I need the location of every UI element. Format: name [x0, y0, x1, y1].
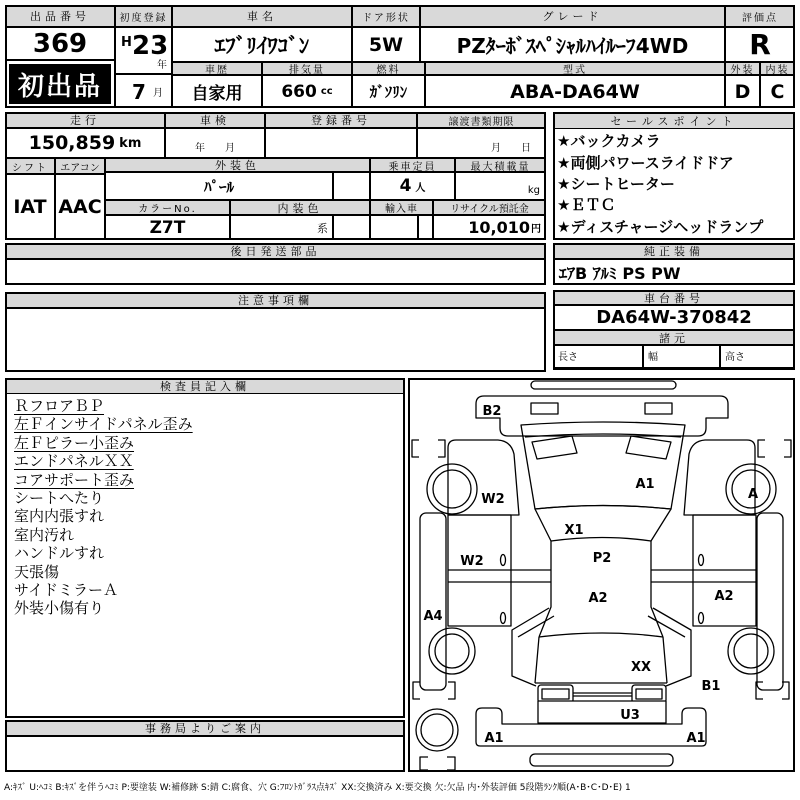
- inspection-value: 年 月: [165, 128, 265, 158]
- front-left-wheel-inner: [433, 470, 471, 508]
- height-cell: 高さ: [720, 345, 795, 368]
- rear-left-wheel-inner: [435, 634, 469, 668]
- diagram-label-u3: U3: [620, 708, 640, 723]
- diagram-label-a1-rear-right: A1: [686, 731, 706, 746]
- diagram-label-b2: B2: [482, 404, 502, 419]
- registration-number-header: 登録番号: [265, 112, 417, 128]
- exterior-color-value: ﾊﾟｰﾙ: [105, 172, 333, 200]
- mileage-header: 走行: [5, 112, 165, 128]
- inspector-note: ＲフロアＢＰ: [14, 397, 105, 415]
- rear-right-wheel: [728, 628, 774, 674]
- fuel-value: ｶﾞｿﾘﾝ: [352, 75, 425, 108]
- right-quarter-panel-shape: [648, 608, 691, 686]
- dimensions-header: 諸元: [553, 330, 795, 345]
- diagram-label-w2-fender: W2: [481, 492, 505, 507]
- shift-value: IAT: [5, 174, 55, 240]
- first-listing-badge: 初出品: [9, 64, 111, 104]
- first-registration-header: 初度登録: [115, 5, 172, 27]
- notes-header: 注意事項欄: [5, 292, 546, 308]
- diagram-label-a4: A4: [423, 609, 443, 624]
- car-history-header: 車歴: [172, 62, 262, 75]
- spare-tire: [416, 709, 458, 751]
- displacement-value: [262, 75, 352, 108]
- exterior-grade-value: D: [725, 75, 760, 108]
- displacement-unit: cc: [320, 86, 333, 97]
- model-code-header: 型式: [425, 62, 725, 75]
- diagram-label-a2-right: A2: [714, 589, 734, 604]
- recycle-fee-value: [433, 215, 546, 240]
- sales-point-item: ★両側パワースライドドア: [557, 153, 734, 172]
- year-unit: 年: [157, 60, 167, 71]
- interior-grade-value: C: [760, 75, 795, 108]
- diagram-label-w2-door: W2: [460, 554, 484, 569]
- inspector-note: 室内汚れ: [14, 525, 75, 544]
- aircon-value: AAC: [55, 174, 105, 240]
- shift-header: シフト: [5, 158, 55, 174]
- exterior-color-header: 外装色: [105, 158, 370, 172]
- side-molding-lines: [448, 570, 756, 582]
- right-wiper-shape: [626, 436, 671, 459]
- left-headlight-shape: [531, 403, 558, 414]
- cowl-shape: [535, 506, 671, 542]
- diagram-label-a1-windshield: A1: [635, 477, 655, 492]
- sales-point-item: ★ディスチャージヘッドランプ: [557, 217, 764, 236]
- diagram-label-b1: B1: [701, 679, 721, 694]
- right-taillight-shape: [632, 685, 666, 703]
- right-headlight-shape: [645, 403, 672, 414]
- length-cell: 長さ: [553, 345, 643, 368]
- vehicle-diagram: [408, 378, 795, 772]
- capacity-number: 4: [399, 176, 412, 196]
- displacement-number: 660: [281, 81, 317, 102]
- import-value-cell-2: [418, 215, 433, 240]
- damage-code-legend: A:ｷｽﾞ U:ﾍｺﾐ B:ｷｽﾞを伴うﾍｺﾐ P:要塗装 W:補修跡 S:錆 C:腐食、穴 G:ﾌﾛﾝﾄｶﾞﾗｽ点ｷｽﾞ XX:交換済み X:要交換 欠:欠品 内･外装評価 5段階ﾗﾝｸ順(A･B･C･D･E) 1: [4, 783, 631, 793]
- office-notice-header: 事務局よりご案内: [5, 720, 405, 736]
- import-header: 輸入車: [370, 200, 433, 215]
- sales-point-item: ★シートヒーター: [557, 174, 675, 193]
- damage-labels: [423, 404, 758, 746]
- rear-lower-bar-shape: [530, 754, 673, 766]
- first-registration-year-cell: [115, 27, 172, 74]
- aircon-header: エアコン: [55, 158, 105, 174]
- interior-grade-header: 内装: [760, 62, 795, 75]
- capacity-value: [370, 172, 455, 200]
- left-taillight-shape: [538, 685, 573, 703]
- rear-bracket-marks: [420, 757, 455, 770]
- exterior-grade-header: 外装: [725, 62, 760, 75]
- inspector-note: 左Ｆインサイドパネル歪み: [14, 415, 193, 434]
- inspection-header: 車検: [165, 112, 265, 128]
- grade-value: PZﾀｰﾎﾞｽﾍﾟｼｬﾙﾊｲﾙｰﾌ4WD: [420, 27, 725, 62]
- chassis-number-header: 車台番号: [553, 290, 795, 305]
- diagram-label-p2: P2: [592, 551, 612, 566]
- diagram-label-a2-center: A2: [588, 591, 608, 606]
- inspector-note: シートへたり: [14, 489, 105, 508]
- front-bumper-shape: [531, 381, 676, 389]
- oem-equipment-header: 純正装備: [553, 243, 795, 259]
- inspector-note: サイドミラーＡ: [14, 581, 118, 600]
- inspector-note: 天張傷: [14, 562, 60, 581]
- left-quarter-panel-shape: [512, 608, 554, 686]
- office-notice-value: [5, 736, 405, 772]
- right-door-handle: [699, 555, 704, 566]
- car-outline: [412, 381, 791, 770]
- car-history-value: 自家用: [172, 75, 262, 108]
- recycle-fee-header: リサイクル預託金: [433, 200, 546, 215]
- mileage-value: [5, 128, 165, 158]
- era-prefix: H: [121, 35, 132, 50]
- inspector-note: ハンドルすれ: [14, 544, 105, 563]
- right-rear-door-handle: [699, 613, 704, 624]
- grade-header: グレード: [420, 5, 725, 27]
- color-no-value: Z7T: [105, 215, 230, 240]
- notes-value: [5, 308, 546, 372]
- lot-number-value: 369: [5, 27, 115, 60]
- month-unit: 月: [153, 88, 163, 99]
- exterior-color-extra-cell: [333, 172, 370, 200]
- capacity-header: 乗車定員: [370, 158, 455, 172]
- inspector-notes-header: 検査員記入欄: [5, 378, 405, 394]
- recycle-fee-number: 10,010: [468, 218, 530, 237]
- inspector-notes-list: [5, 394, 405, 718]
- inspector-note: エンドパネルＸＸ: [14, 452, 134, 471]
- first-listing-cell: [5, 60, 115, 108]
- left-taillight-inner: [542, 689, 569, 699]
- left-rear-door-handle: [501, 613, 506, 624]
- rear-beam-lines: [573, 693, 632, 696]
- sales-points-header: セールスポイント: [553, 112, 795, 129]
- inspector-note: 外装小傷有り: [14, 599, 105, 618]
- model-code-value: ABA-DA64W: [425, 75, 725, 108]
- diagram-label-x1: X1: [564, 523, 584, 538]
- rear-left-wheel: [429, 628, 475, 674]
- registration-number-value: [265, 128, 417, 158]
- transfer-docs-header: 譲渡書類期限: [417, 112, 546, 128]
- front-left-wheel: [427, 464, 477, 514]
- chassis-number-value: DA64W-370842: [553, 305, 795, 330]
- max-load-value: kg: [455, 172, 546, 200]
- mileage-number: 150,859: [28, 132, 116, 154]
- rear-window-top-line: [539, 633, 663, 637]
- score-header: 評価点: [725, 5, 795, 27]
- door-shape-header: ドア形状: [352, 5, 420, 27]
- interior-color-extra-cell: [333, 215, 370, 240]
- import-value-cell-1: [370, 215, 418, 240]
- left-door-handle: [501, 555, 506, 566]
- capacity-unit: 人: [415, 182, 426, 194]
- inspector-note: コアサポート歪み: [14, 470, 135, 489]
- max-load-header: 最大積載量: [455, 158, 546, 172]
- car-name-value: ｴﾌﾞﾘｲﾜｺﾞﾝ: [172, 27, 352, 62]
- later-parts-header: 後日発送部品: [5, 243, 546, 259]
- front-bracket-marks: [412, 440, 791, 457]
- first-registration-month-cell: [115, 74, 172, 108]
- reg-month: 7: [132, 80, 146, 104]
- lot-number-header: 出品番号: [5, 5, 115, 27]
- diagram-label-a1-rear-left: A1: [484, 731, 504, 746]
- sales-points-list: [553, 129, 795, 240]
- diagram-label-a-wheel: A: [747, 487, 759, 502]
- interior-color-header: 内装色: [230, 200, 370, 215]
- displacement-header: 排気量: [262, 62, 352, 75]
- car-name-header: 車名: [172, 5, 352, 27]
- front-panel-shape: [476, 396, 728, 436]
- oem-equipment-value: ｴｱB ｱﾙﾐ PS PW: [553, 259, 795, 285]
- later-parts-value: [5, 259, 546, 285]
- right-taillight-inner: [636, 689, 662, 699]
- transfer-docs-value: 月 日: [417, 128, 546, 158]
- diagram-label-xx: XX: [630, 660, 652, 675]
- inspector-note: 左Ｆピラー小歪み: [14, 433, 135, 452]
- sales-point-item: ★バックカメラ: [557, 132, 661, 151]
- recycle-fee-unit: 円: [531, 224, 541, 235]
- mileage-unit: km: [119, 135, 142, 151]
- spare-tire-inner: [421, 714, 453, 746]
- width-cell: 幅: [643, 345, 720, 368]
- fuel-header: 燃料: [352, 62, 425, 75]
- color-no-header: カラーNo.: [105, 200, 230, 215]
- sales-point-item: ★ＥＴＣ: [557, 196, 616, 215]
- score-value: R: [725, 27, 795, 62]
- interior-color-value: 系: [230, 215, 333, 240]
- door-shape-value: 5W: [352, 27, 420, 62]
- era-year: 23: [132, 31, 169, 61]
- left-wiper-shape: [532, 436, 577, 459]
- inspector-note: 室内内張すれ: [14, 507, 105, 526]
- rear-gate-lower-shape: [538, 701, 666, 723]
- right-front-fender-shape: [684, 440, 755, 515]
- rear-right-wheel-inner: [734, 634, 768, 668]
